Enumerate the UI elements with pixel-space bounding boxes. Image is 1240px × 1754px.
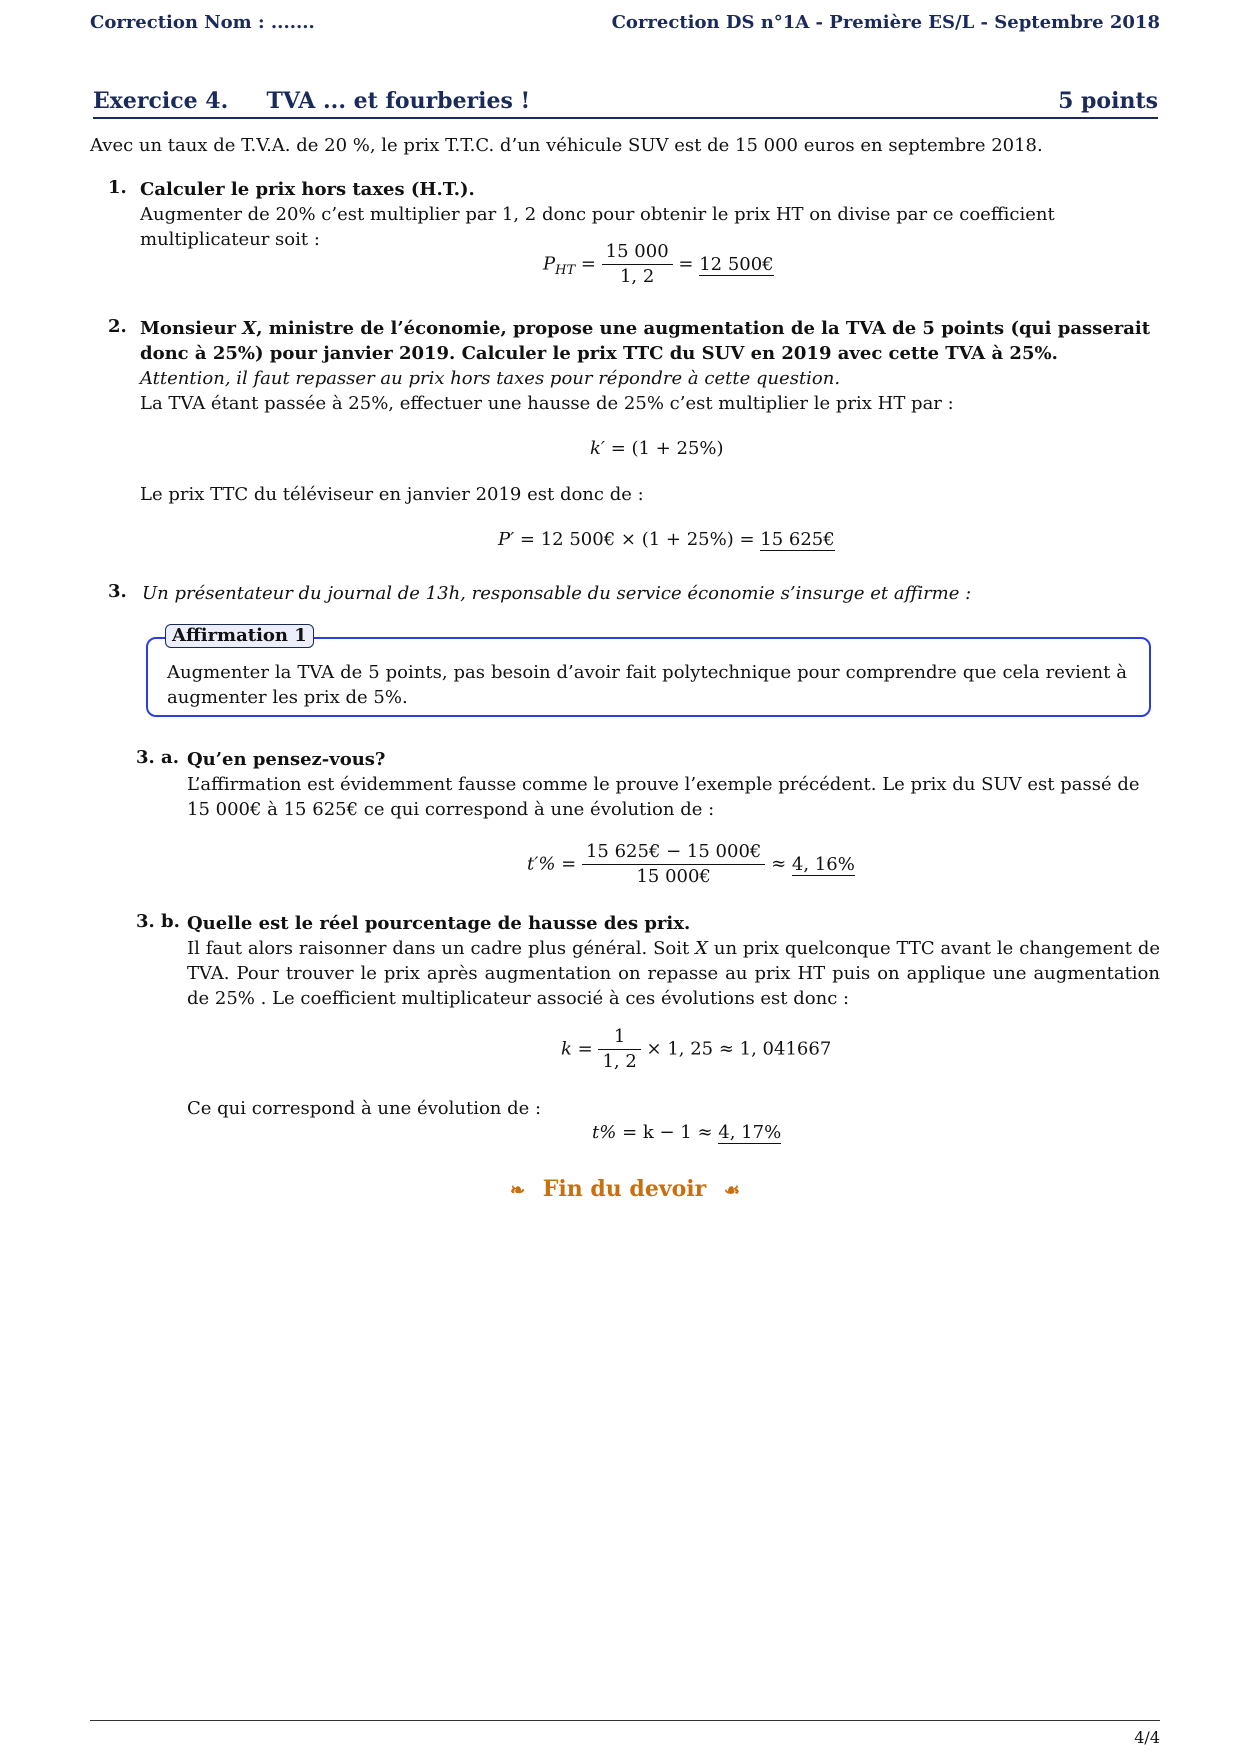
q3b-t-result: 4, 17% (718, 1122, 782, 1143)
q1-formula-eq2: = (672, 253, 700, 275)
exercise-title-text: Exercice 4. TVA ... et fourberies ! (93, 88, 531, 114)
header-left: Correction Nom : ....... (90, 12, 315, 33)
q2-hint: Attention, il faut repasser au prix hors taxes pour répondre à cette question. (140, 368, 841, 389)
q3a-answer: L’affirmation est évidemment fausse comme le prouve l’exemple précédent. Le prix du SUV est passé de 15 000€ à 15 625€ ce qui correspond à une évolution de : (187, 774, 1140, 820)
page-number: 4/4 (1134, 1728, 1160, 1747)
q2-p-lhs: P′ (498, 529, 515, 550)
q2-formula-k (590, 437, 724, 461)
q2-text2: Le prix TTC du téléviseur en janvier 2019 est donc de : (140, 484, 644, 505)
q3b-formula-k (561, 1025, 831, 1074)
q1-formula-sub: HT (555, 263, 576, 279)
ornament-right-icon: ☙ (723, 1180, 741, 1201)
q3b-t-lhs: t% (592, 1122, 617, 1143)
intro-text: Avec un taux de T.V.A. de 20 %, le prix T.T.C. d’un véhicule SUV est de 15 000 euros en septembre 2018. (90, 135, 1043, 156)
q1-formula-eq: = (575, 253, 602, 275)
q2-number: 2. (108, 316, 127, 337)
q2-question-x: X (242, 318, 257, 339)
q2-k-rhs: = (1 + 25%) (605, 438, 724, 459)
q3b-t-mid: = k − 1 ≈ (616, 1122, 719, 1143)
q3a-fraction-num: 15 625€ − 15 000€ (582, 840, 765, 865)
q2-k-lhs: k′ (590, 438, 605, 459)
q3a-result: 4, 16% (791, 853, 855, 875)
q3b-k-eq: = (571, 1038, 599, 1060)
q1-formula-lhs: P (543, 253, 556, 275)
end-of-assignment (510, 1176, 740, 1202)
q1-answer: Augmenter de 20% c’est multiplier par 1, 2 donc pour obtenir le prix HT on divise par ce coefficient multiplicateur soit : (140, 204, 1055, 250)
q3-number: 3. (108, 581, 127, 602)
q3a-fraction (582, 840, 765, 889)
q3b-k-lhs: k (561, 1038, 572, 1060)
affirmation-label: Affirmation 1 (165, 624, 314, 648)
q1-number: 1. (108, 177, 127, 198)
q2-question-a: Monsieur (140, 318, 243, 339)
q3a-lhs: t′% (527, 853, 556, 875)
footer-rule (90, 1720, 1160, 1721)
q3b-fraction-num: 1 (598, 1025, 640, 1050)
ornament-left-icon: ❧ (510, 1180, 526, 1201)
q2-answer: La TVA étant passée à 25%, effectuer une hausse de 25% c’est multiplier le prix HT par : (140, 393, 954, 414)
q3b-question: Quelle est le réel pourcentage de hausse des prix. (187, 913, 691, 934)
q2-question (140, 316, 1160, 366)
q3a-approx: ≈ (765, 853, 792, 875)
q3b-fraction-den: 1, 2 (602, 1051, 637, 1072)
affirmation-text: Augmenter la TVA de 5 points, pas besoin d’avoir fait polytechnique pour comprendre que cela revient à augmenter les prix de 5%. (167, 662, 1127, 708)
q3b-text2: Ce qui correspond à une évolution de : (187, 1098, 542, 1119)
q1-fraction (602, 240, 673, 289)
q1-fraction-den: 1, 2 (619, 266, 655, 287)
q3b-formula-t (592, 1121, 781, 1145)
header-right: Correction DS n°1A - Première ES/L - Septembre 2018 (611, 12, 1160, 33)
q3a-fraction-den: 15 000€ (636, 866, 711, 887)
q2-p-mid: = 12 500€ × (1 + 25%) = (514, 529, 761, 550)
q3b-answer-b: un prix quelconque TTC avant le changement de TVA. Pour trouver le prix après augmentation on repasse au prix HT puis on applique une augmentation de 25% . Le coefficient multiplicateur associé à ces évolutions est donc : (187, 938, 1160, 1009)
q3b-number: 3. b. (136, 911, 180, 932)
q3-intro: Un présentateur du journal de 13h, responsable du service économie s’insurge et affirme : (142, 583, 972, 604)
q3b-answer-a: Il faut alors raisonner dans un cadre plus général. Soit (187, 938, 696, 959)
q1-question: Calculer le prix hors taxes (H.T.). (140, 179, 475, 200)
title-rule (93, 117, 1158, 119)
q1-fraction-num: 15 000 (602, 240, 673, 265)
q1-formula (543, 240, 774, 289)
q3b-k-rest: × 1, 25 ≈ 1, 041667 (640, 1038, 832, 1060)
exercise-title (93, 88, 1158, 114)
q2-p-result: 15 625€ (760, 529, 835, 550)
q3b-answer-x: X (695, 938, 708, 959)
q3a-number: 3. a. (136, 747, 179, 768)
exercise-points: 5 points (1058, 88, 1158, 114)
q2-formula-p (498, 528, 835, 552)
end-label: Fin du devoir (542, 1176, 707, 1202)
q1-result: 12 500€ (699, 253, 774, 275)
q2-question-b: , ministre de l’économie, propose une augmentation de la TVA de 5 points (qui passerait donc à 25%) pour janvier 2019. Calculer le prix TTC du SUV en 2019 avec cette TVA à 25%. (140, 318, 1151, 364)
q3a-eq: = (555, 853, 582, 875)
q3a-question: Qu’en pensez-vous? (187, 749, 386, 770)
q3a-formula (527, 840, 855, 889)
q3b-fraction (598, 1025, 640, 1074)
q3b-answer (187, 936, 1160, 1011)
